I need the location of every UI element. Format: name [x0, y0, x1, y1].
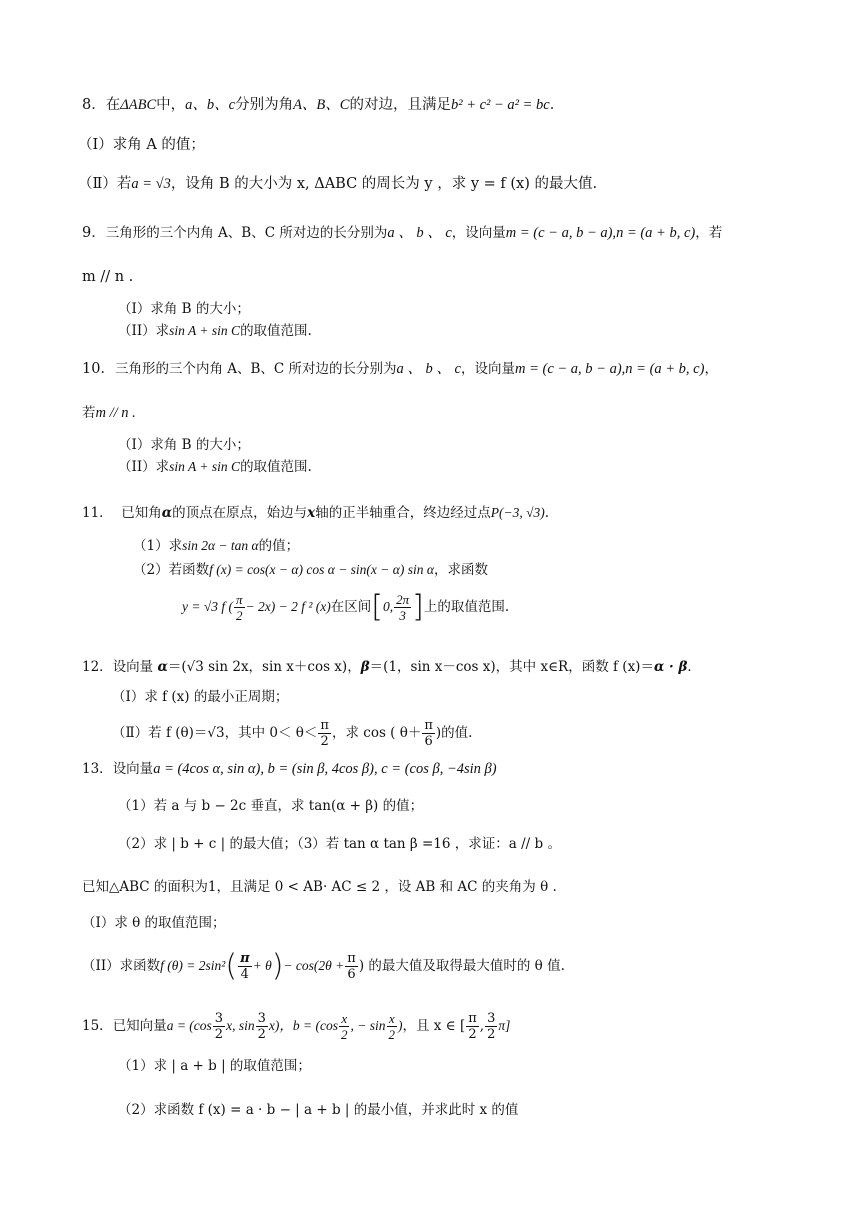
- problem-9-parallel: m // n .: [82, 269, 134, 285]
- problem-12-stem: 12．设向量 α＝(√3 sin 2x，sin x＋cos x)，β＝(1，sin x－cos x)，其中 x∈R，函数 f (x)＝α · β．: [82, 659, 701, 675]
- problem-14-q1: （I）求 θ 的取值范围；: [82, 915, 226, 931]
- problem-13-stem: 13．设向量a = (4cos α, sin α), b = (sin β, 4cos β), c = (cos β, −4sin β): [82, 761, 497, 777]
- problem-11-q2: （2）若函数f (x) = cos(x − α) cos α − sin(x − α) sin α，求函数: [133, 562, 488, 578]
- problem-9-q2: （II）求sin A + sin C的取值范围.: [118, 323, 312, 339]
- vector-m: m = (c − a, b − a),: [505, 225, 617, 241]
- problem-13-q2: （2）求 | b + c | 的最大值；（3）若 tan α tan β =16 ，求证：a // b 。: [118, 836, 561, 852]
- problem-15-q2: （2）求函数 f (x) = a · b − | a + b | 的最小值，并求此时 x 的值: [118, 1102, 519, 1118]
- problem-12-q2: （Ⅱ）若 f (θ)＝√3，其中 0＜ θ＜ $\frac{\pi}{2}$ ，求 cos ( θ＋ $\frac{\pi}{6}$ )的值.: [112, 718, 473, 749]
- problem-11-q1: （1）求sin 2α − tan α的值；: [133, 538, 300, 554]
- problem-11-q2-range: y = √3 f ( $\frac{\pi}{2}$ − 2x) − 2 f ² (x)在区间[0, $\frac{2\pi}{3}$ ]上的取值范围.: [182, 589, 510, 625]
- problem-8-q2: （Ⅱ）若a = √3，设角 B 的大小为 x, ΔABC 的周长为 y ，求 y = f (x) 的最大值.: [78, 176, 598, 192]
- problem-15-stem: 15．已知向量a = (cos $\frac{3}{2}$ x, sin $\frac{3}{2}$ x)，b = (cos $\frac{x}{2}$ , − sin $\frac{x}{2}$ )，且 x ∈ [ $\frac{\pi}{2}$ , $\frac{3}{2}$ π]: [82, 1011, 511, 1042]
- problem-10-q1: （I）求角 B 的大小；: [118, 437, 250, 453]
- problem-10-stem: 10．三角形的三个内角 A、B、C 所对边的长分别为a 、 b 、 c，设向量m = (c − a, b − a),n = (a + b, c)，: [82, 361, 718, 377]
- problem-10-q2: （II）求sin A + sin C的取值范围.: [118, 459, 312, 475]
- problem-14-q2: （II）求函数f (θ) = 2sin²( $\frac{\pi}{4}$ + θ)− cos(2θ + $\frac{\pi}{6}$ ) 的最大值及取得最大值时的 θ 值.: [82, 948, 565, 984]
- problem-8-q1: （Ⅰ）求角 A 的值；: [78, 137, 205, 153]
- problem-10-parallel: 若m // n .: [82, 405, 136, 421]
- problem-15-q1: （1）求 | a + b | 的取值范围；: [118, 1058, 311, 1074]
- problem-13-q1: （1）若 a 与 b − 2c 垂直，求 tan(α + β) 的值；: [118, 798, 424, 814]
- problem-11-stem: 11． 已知角α的顶点在原点，始边与x轴的正半轴重合，终边经过点P(−3, √3).: [82, 505, 550, 521]
- problem-9-stem: 9．三角形的三个内角 A、B、C 所对边的长分别为a 、 b 、 c，设向量m = (c − a, b − a),n = (a + b, c)，若: [82, 225, 723, 241]
- problem-8-stem: 8．在ΔABC中，a、b、c分别为角A、B、C的对边，且满足b² + c² − a² = bc．: [82, 97, 565, 113]
- problem-9-q1: （I）求角 B 的大小；: [118, 301, 250, 317]
- problem-14-stem: 已知△ABC 的面积为1，且满足 0 < AB· AC ≤ 2 ，设 AB 和 AC 的夹角为 θ .: [82, 879, 557, 895]
- problem-12-q1: （Ⅰ）求 f (x) 的最小正周期；: [112, 689, 289, 705]
- vector-n: n = (a + b, c): [616, 225, 696, 241]
